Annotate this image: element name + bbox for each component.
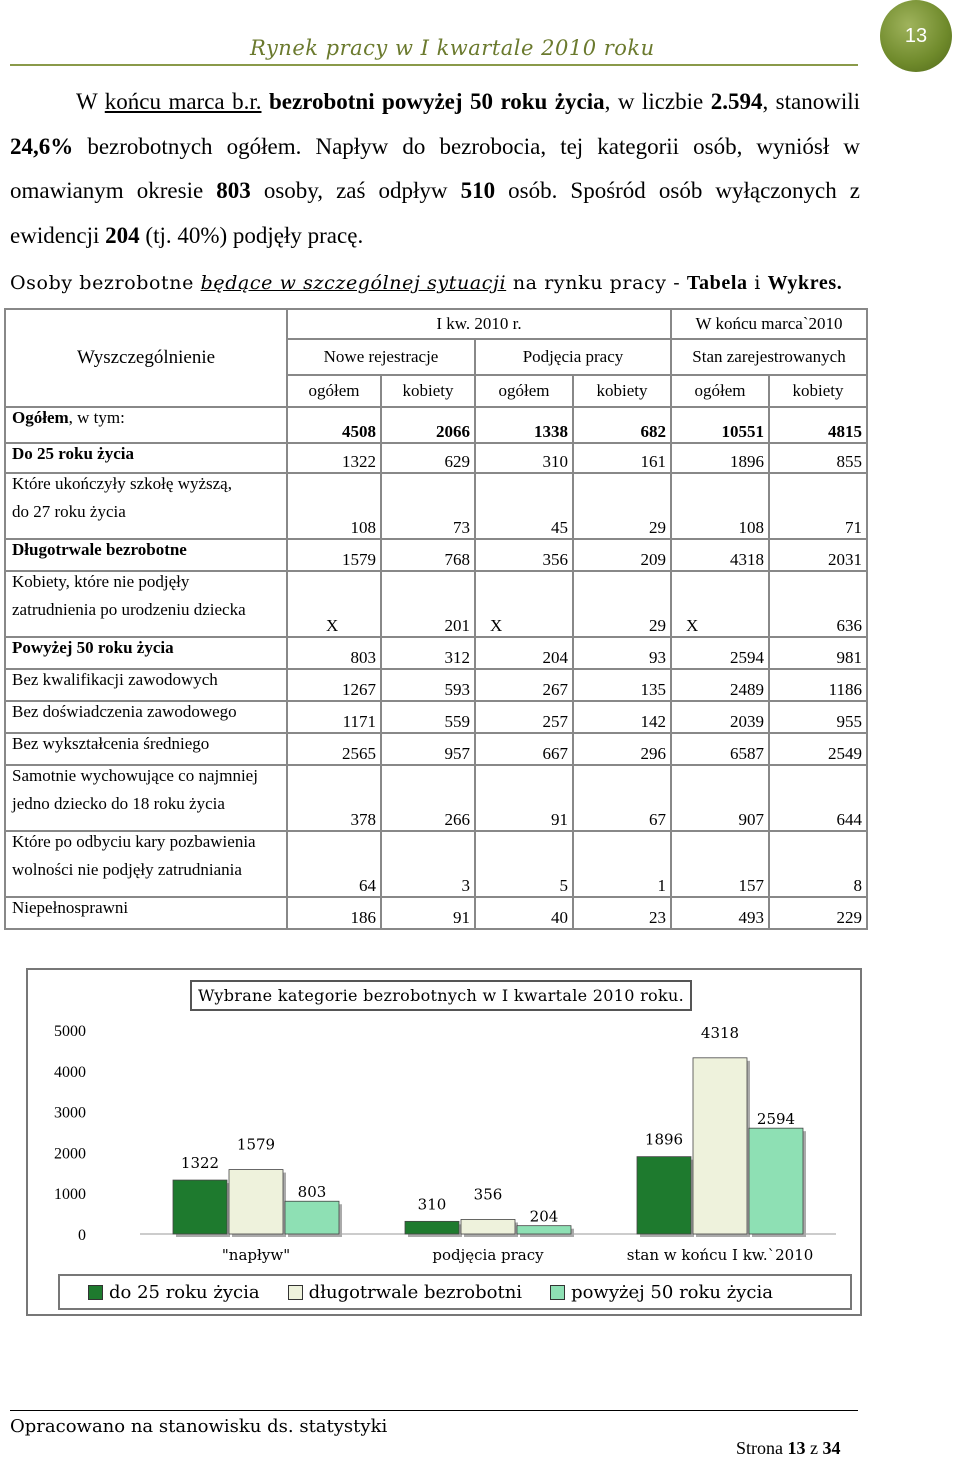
row-label-text: Niepełnosprawni xyxy=(12,898,129,917)
y-tick-label: 5000 xyxy=(54,1023,86,1040)
table-row xyxy=(5,539,867,571)
table-row xyxy=(5,669,867,701)
para-bold-category: bezrobotni powyżej 50 roku życia xyxy=(261,89,605,114)
row-label-text: Bez wykształcenia średniego xyxy=(12,734,210,753)
row-label-text: Bez kwalifikacji zawodowych xyxy=(12,670,218,689)
table-cell: 73 xyxy=(381,473,475,539)
table-cell: 266 xyxy=(381,765,475,831)
subheading-text: i xyxy=(747,272,768,294)
table-cell: 2039 xyxy=(671,701,769,733)
table-cell: 229 xyxy=(769,897,867,929)
row-label xyxy=(5,407,287,443)
table-cell: 1579 xyxy=(287,539,381,571)
table-cell: 2549 xyxy=(769,733,867,765)
table-cell: 209 xyxy=(573,539,671,571)
legend-label: do 25 roku życia xyxy=(109,1281,260,1303)
subcol-header: kobiety xyxy=(381,375,475,407)
row-label-line2: zatrudnienia po urodzeniu dziecka xyxy=(12,600,246,619)
table-row xyxy=(5,637,867,669)
table-cell: 636 xyxy=(769,571,867,637)
table-row xyxy=(5,571,867,637)
table-cell: 67 xyxy=(573,765,671,831)
bar-value-label: 204 xyxy=(529,1207,559,1226)
legend-item xyxy=(550,1282,773,1303)
table-row xyxy=(5,701,867,733)
legend-label: długotrwale bezrobotni xyxy=(308,1281,523,1303)
period-quarter-header: I kw. 2010 r. xyxy=(287,309,671,339)
subcol-header: ogółem xyxy=(475,375,573,407)
bar xyxy=(749,1128,803,1234)
table-cell: 907 xyxy=(671,765,769,831)
table-cell: 593 xyxy=(381,669,475,701)
table-cell: 1338 xyxy=(475,407,573,443)
row-label-text: Samotnie wychowujące co najmniej xyxy=(12,766,258,785)
para-bold-inflow: 803 xyxy=(216,178,251,203)
page-current: 13 xyxy=(787,1438,806,1458)
subcol-header: ogółem xyxy=(671,375,769,407)
table-cell: 803 xyxy=(287,637,381,669)
table-cell: 71 xyxy=(769,473,867,539)
table-cell: 1267 xyxy=(287,669,381,701)
table-cell: X xyxy=(287,571,381,637)
row-label xyxy=(5,539,287,571)
table-row xyxy=(5,765,867,831)
para-text: osoby, zaś odpływ xyxy=(250,178,461,203)
row-label-text: Do 25 roku życia xyxy=(12,444,134,463)
table-cell: 161 xyxy=(573,443,671,473)
bar xyxy=(637,1157,691,1234)
row-label xyxy=(5,701,287,733)
subheading-text: na rynku pracy - xyxy=(506,272,687,294)
row-label xyxy=(5,669,287,701)
table-row xyxy=(5,443,867,473)
table-cell: 157 xyxy=(671,831,769,897)
group-header: Stan zarejestrowanych xyxy=(671,339,867,375)
bar xyxy=(229,1170,283,1234)
table-cell: 29 xyxy=(573,571,671,637)
para-text: W xyxy=(76,89,105,114)
table-cell: 93 xyxy=(573,637,671,669)
row-label xyxy=(5,765,287,831)
row-label xyxy=(5,897,287,929)
table-cell: 2489 xyxy=(671,669,769,701)
row-label-text: Ogółem xyxy=(12,408,69,427)
row-label-text: Długotrwale bezrobotne xyxy=(12,540,187,559)
table-cell: 493 xyxy=(671,897,769,929)
chart-title: Wybrane kategorie bezrobotnych w I kwartale 2010 roku. xyxy=(190,980,692,1011)
table-cell: X xyxy=(671,571,769,637)
statistics-table xyxy=(4,308,868,930)
section-subheading xyxy=(10,272,842,295)
legend-item xyxy=(288,1282,522,1303)
category-label: podjęcia pracy xyxy=(432,1246,544,1264)
y-tick-label: 3000 xyxy=(54,1104,86,1122)
table-cell: 1 xyxy=(573,831,671,897)
table-cell: 1896 xyxy=(671,443,769,473)
table-cell: 201 xyxy=(381,571,475,637)
bar-value-label: 356 xyxy=(473,1185,503,1204)
table-cell: 8 xyxy=(769,831,867,897)
table-cell: 6587 xyxy=(671,733,769,765)
table-cell: 2565 xyxy=(287,733,381,765)
para-underlined-date: końcu marca b.r. xyxy=(104,89,262,114)
subcol-header: kobiety xyxy=(573,375,671,407)
table-cell: 91 xyxy=(475,765,573,831)
table-cell: 4508 xyxy=(287,407,381,443)
y-tick-label: 2000 xyxy=(54,1145,86,1163)
table-cell: 204 xyxy=(475,637,573,669)
row-label xyxy=(5,473,287,539)
table-row xyxy=(5,897,867,929)
table-cell: 40 xyxy=(475,897,573,929)
para-bold-outflow: 510 xyxy=(460,178,496,203)
y-tick-label: 1000 xyxy=(54,1186,86,1204)
footer-credit: Opracowano na stanowisku ds. statystyki xyxy=(10,1416,388,1437)
page-mid: z xyxy=(805,1438,823,1458)
table-row xyxy=(5,407,867,443)
row-label xyxy=(5,637,287,669)
para-bold-percent: 24,6% xyxy=(10,133,74,159)
chart-frame xyxy=(26,968,862,1316)
table-cell: 768 xyxy=(381,539,475,571)
table-cell: 1186 xyxy=(769,669,867,701)
bar-value-label: 2594 xyxy=(756,1110,796,1129)
subcol-header: ogółem xyxy=(287,375,381,407)
subheading-chart-ref: Wykres. xyxy=(767,272,843,294)
footer-page-counter xyxy=(736,1438,841,1459)
row-label xyxy=(5,831,287,897)
table-cell: 356 xyxy=(475,539,573,571)
page-total: 34 xyxy=(822,1438,841,1458)
bar xyxy=(173,1180,227,1234)
subheading-text: Osoby bezrobotne xyxy=(10,272,201,294)
table-cell: 682 xyxy=(573,407,671,443)
table-cell: 142 xyxy=(573,701,671,733)
header-divider xyxy=(10,64,858,66)
table-cell: 135 xyxy=(573,669,671,701)
table-cell: 855 xyxy=(769,443,867,473)
bar xyxy=(517,1226,571,1234)
table-cell: 312 xyxy=(381,637,475,669)
table-cell: 3 xyxy=(381,831,475,897)
table-cell: 629 xyxy=(381,443,475,473)
row-label-text: Bez doświadczenia zawodowego xyxy=(12,702,237,721)
group-header: Nowe rejestracje xyxy=(287,339,475,375)
legend-swatch xyxy=(550,1285,565,1300)
table-cell: 257 xyxy=(475,701,573,733)
table-cell: 108 xyxy=(671,473,769,539)
y-tick-label: 4000 xyxy=(54,1063,86,1081)
corner-header: Wyszczególnienie xyxy=(5,309,287,407)
table-cell: 559 xyxy=(381,701,475,733)
table-cell: 296 xyxy=(573,733,671,765)
y-tick-label: 0 xyxy=(78,1227,86,1244)
row-label-text: Które ukończyły szkołę wyższą, xyxy=(12,474,232,493)
table-cell: 64 xyxy=(287,831,381,897)
table-cell: 91 xyxy=(381,897,475,929)
para-bold-count: 2.594 xyxy=(710,89,763,114)
table-cell: 1322 xyxy=(287,443,381,473)
table-cell: 1171 xyxy=(287,701,381,733)
group-header: Podjęcia pracy xyxy=(475,339,671,375)
row-label xyxy=(5,571,287,637)
row-label-suffix: , w tym: xyxy=(68,408,125,427)
table-cell: 981 xyxy=(769,637,867,669)
running-header-title: Rynek pracy w I kwartale 2010 roku xyxy=(250,36,655,60)
subheading-emphasis: będące w szczególnej sytuacji xyxy=(200,272,507,294)
bar-value-label: 1322 xyxy=(180,1154,220,1173)
row-label-line2: do 27 roku życia xyxy=(12,502,126,521)
table-cell: 667 xyxy=(475,733,573,765)
bar-value-label: 1579 xyxy=(236,1135,276,1154)
bar-chart xyxy=(28,970,860,1270)
table-cell: 267 xyxy=(475,669,573,701)
para-text: , stanowili xyxy=(762,89,860,114)
bar xyxy=(285,1201,339,1234)
page-prefix: Strona xyxy=(736,1438,788,1458)
table-cell: 644 xyxy=(769,765,867,831)
table-row xyxy=(5,831,867,897)
para-text: , w liczbie xyxy=(604,89,711,114)
period-end-header: W końcu marca`2010 xyxy=(671,309,867,339)
table-row xyxy=(5,733,867,765)
legend-label: powyżej 50 roku życia xyxy=(571,1281,773,1303)
row-label-text: Kobiety, które nie podjęły xyxy=(12,572,190,591)
table-cell: 955 xyxy=(769,701,867,733)
bar-value-label: 1896 xyxy=(644,1130,684,1149)
para-text: osób. Spośród osób wyłączonych z ewidencji xyxy=(10,178,860,248)
row-label-line2: jedno dziecko do 18 roku życia xyxy=(12,794,225,813)
bar-value-label: 4318 xyxy=(700,1023,740,1042)
table-cell: X xyxy=(475,571,573,637)
para-text: (tj. 40%) podjęły pracę. xyxy=(139,222,364,248)
row-label xyxy=(5,733,287,765)
subcol-header: kobiety xyxy=(769,375,867,407)
category-label: "napływ" xyxy=(221,1246,291,1264)
table-cell: 108 xyxy=(287,473,381,539)
table-cell: 4318 xyxy=(671,539,769,571)
legend-swatch xyxy=(288,1285,303,1300)
table-cell: 10551 xyxy=(671,407,769,443)
row-label-text: Powyżej 50 roku życia xyxy=(12,638,174,657)
table-cell: 45 xyxy=(475,473,573,539)
table-row xyxy=(5,473,867,539)
table-cell: 2594 xyxy=(671,637,769,669)
footer-divider xyxy=(10,1410,858,1411)
legend-swatch xyxy=(88,1285,103,1300)
table-cell: 29 xyxy=(573,473,671,539)
page-number-badge: 13 xyxy=(880,0,952,72)
table-cell: 4815 xyxy=(769,407,867,443)
bar xyxy=(693,1058,747,1234)
table-cell: 378 xyxy=(287,765,381,831)
para-text: bezrobotnych ogółem. Napływ do bezrobocia, tej kategorii osób, wyniósł w omawianym okresie xyxy=(10,133,860,203)
bar xyxy=(461,1219,515,1234)
intro-paragraph xyxy=(10,80,860,258)
row-label-line2: wolności nie podjęły zatrudniania xyxy=(12,860,242,879)
bar-value-label: 803 xyxy=(297,1183,327,1202)
bar xyxy=(405,1221,459,1234)
subheading-table-ref: Tabela xyxy=(686,272,748,294)
para-bold-removed: 204 xyxy=(105,222,140,248)
table-cell: 5 xyxy=(475,831,573,897)
table-cell: 957 xyxy=(381,733,475,765)
table-cell: 2066 xyxy=(381,407,475,443)
row-label-text: Które po odbyciu kary pozbawienia xyxy=(12,832,256,851)
table-cell: 310 xyxy=(475,443,573,473)
bar-value-label: 310 xyxy=(417,1195,447,1214)
row-label xyxy=(5,443,287,473)
table-cell: 2031 xyxy=(769,539,867,571)
category-label: stan w końcu I kw.`2010 xyxy=(626,1246,814,1264)
table-cell: 186 xyxy=(287,897,381,929)
chart-legend xyxy=(58,1274,852,1310)
legend-item xyxy=(88,1282,260,1303)
table-cell: 23 xyxy=(573,897,671,929)
table-body xyxy=(5,407,867,929)
